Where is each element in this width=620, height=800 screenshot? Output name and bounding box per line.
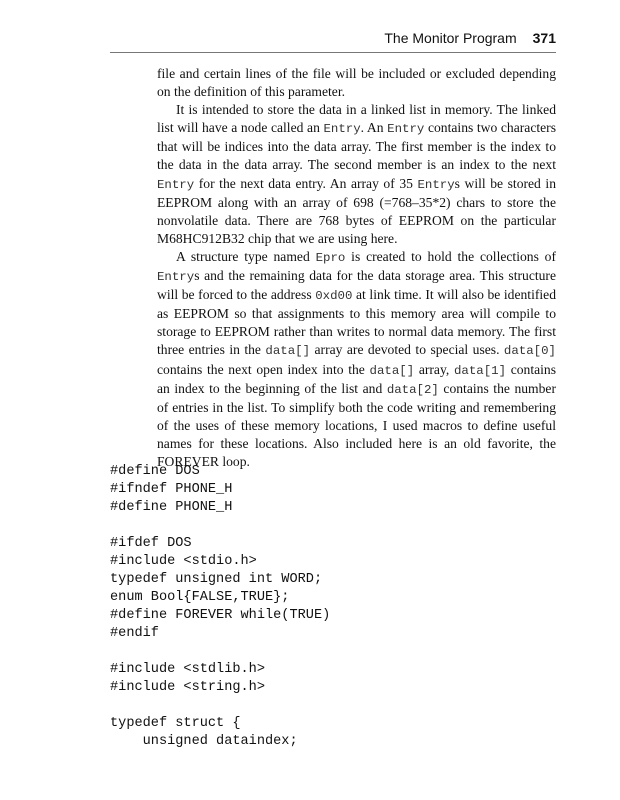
p3-code: Epro xyxy=(315,250,346,265)
code-line xyxy=(110,643,560,661)
code-line xyxy=(110,517,560,535)
p3-code: data[] xyxy=(369,363,415,378)
code-line: typedef unsigned int WORD; xyxy=(110,572,323,587)
paragraph-3 xyxy=(157,248,556,471)
body-text xyxy=(157,65,556,471)
paragraph-1 xyxy=(157,65,556,101)
p2-text: It is intended to store the data in a linked list in memory. The linked list will have a node called an xyxy=(157,102,556,136)
running-head xyxy=(0,30,556,46)
page-number: 371 xyxy=(532,30,556,46)
header-rule xyxy=(110,52,556,53)
p3-text: is created to hold the collections of xyxy=(345,248,557,264)
p2-code: Entry xyxy=(323,122,361,137)
p3-code: Entry xyxy=(157,270,195,285)
p3-text: array, xyxy=(414,361,454,377)
p3-code: data[1] xyxy=(453,363,507,378)
p3-text: s and the remaining data for the data storage area. This structure will be forced to the address xyxy=(157,268,556,303)
code-listing xyxy=(110,463,560,751)
p3-code: data[2] xyxy=(386,382,439,397)
p3-code: 0xd00 xyxy=(315,289,353,304)
p3-text: contains the number of entries in the list. To simplify both the code writing and remembering of the uses of these memory locations, I used macros to define useful names for these locations. Also included here is an old favorite, the FOREVER loop. xyxy=(157,380,556,469)
p2-code: Entry xyxy=(417,177,455,192)
code-line: #endif xyxy=(110,626,159,641)
paragraph-2 xyxy=(157,101,556,248)
p3-text: A structure type named xyxy=(176,248,316,264)
p2-code: Entry xyxy=(157,177,195,192)
code-line: #ifndef PHONE_H xyxy=(110,482,233,497)
paragraph-1-text: file and certain lines of the file will be included or excluded depending on the definition of this parameter. xyxy=(157,66,556,100)
code-line: typedef struct { xyxy=(110,716,241,731)
p3-text: contains the next open index into the xyxy=(157,361,370,377)
p2-text: for the next data entry. An array of 35 xyxy=(194,175,418,191)
p3-code: data[0] xyxy=(503,344,556,359)
p3-text: contains an index to the beginning of the list and xyxy=(157,361,557,396)
code-line: unsigned dataindex; xyxy=(110,734,298,749)
p2-code: Entry xyxy=(387,122,425,137)
code-line: #include <stdio.h> xyxy=(110,554,257,569)
p3-code: data[] xyxy=(265,344,311,359)
code-line: #define DOS xyxy=(110,464,200,479)
code-line: #define FOREVER while(TRUE) xyxy=(110,608,331,623)
code-line: #include <stdlib.h> xyxy=(110,662,265,677)
p2-text: contains two characters that will be indices into the data array. The first member is the index to the data in the data array. The second member is an index to the next xyxy=(157,120,556,173)
code-line: #include <string.h> xyxy=(110,680,265,695)
code-line xyxy=(110,697,560,715)
p3-text: array are devoted to special uses. xyxy=(310,342,504,358)
p2-text: s will be stored in EEPROM along with an array of 698 (=768–35*2) chars to store the nonvolatile data. There are 768 bytes of EEPROM on the particular M68HC912B32 chip that we are using here. xyxy=(157,175,556,246)
code-line: #define PHONE_H xyxy=(110,500,233,515)
p3-text: at link time. It will also be identified as EEPROM so that assignments to this memory area will compile to storage to EEPROM rather than writes to normal data memory. The first three entries in the xyxy=(157,287,556,358)
chapter-title: The Monitor Program xyxy=(384,30,517,46)
code-line: #ifdef DOS xyxy=(110,536,192,551)
p2-text: . An xyxy=(360,120,388,136)
code-line: enum Bool{FALSE,TRUE}; xyxy=(110,590,290,605)
